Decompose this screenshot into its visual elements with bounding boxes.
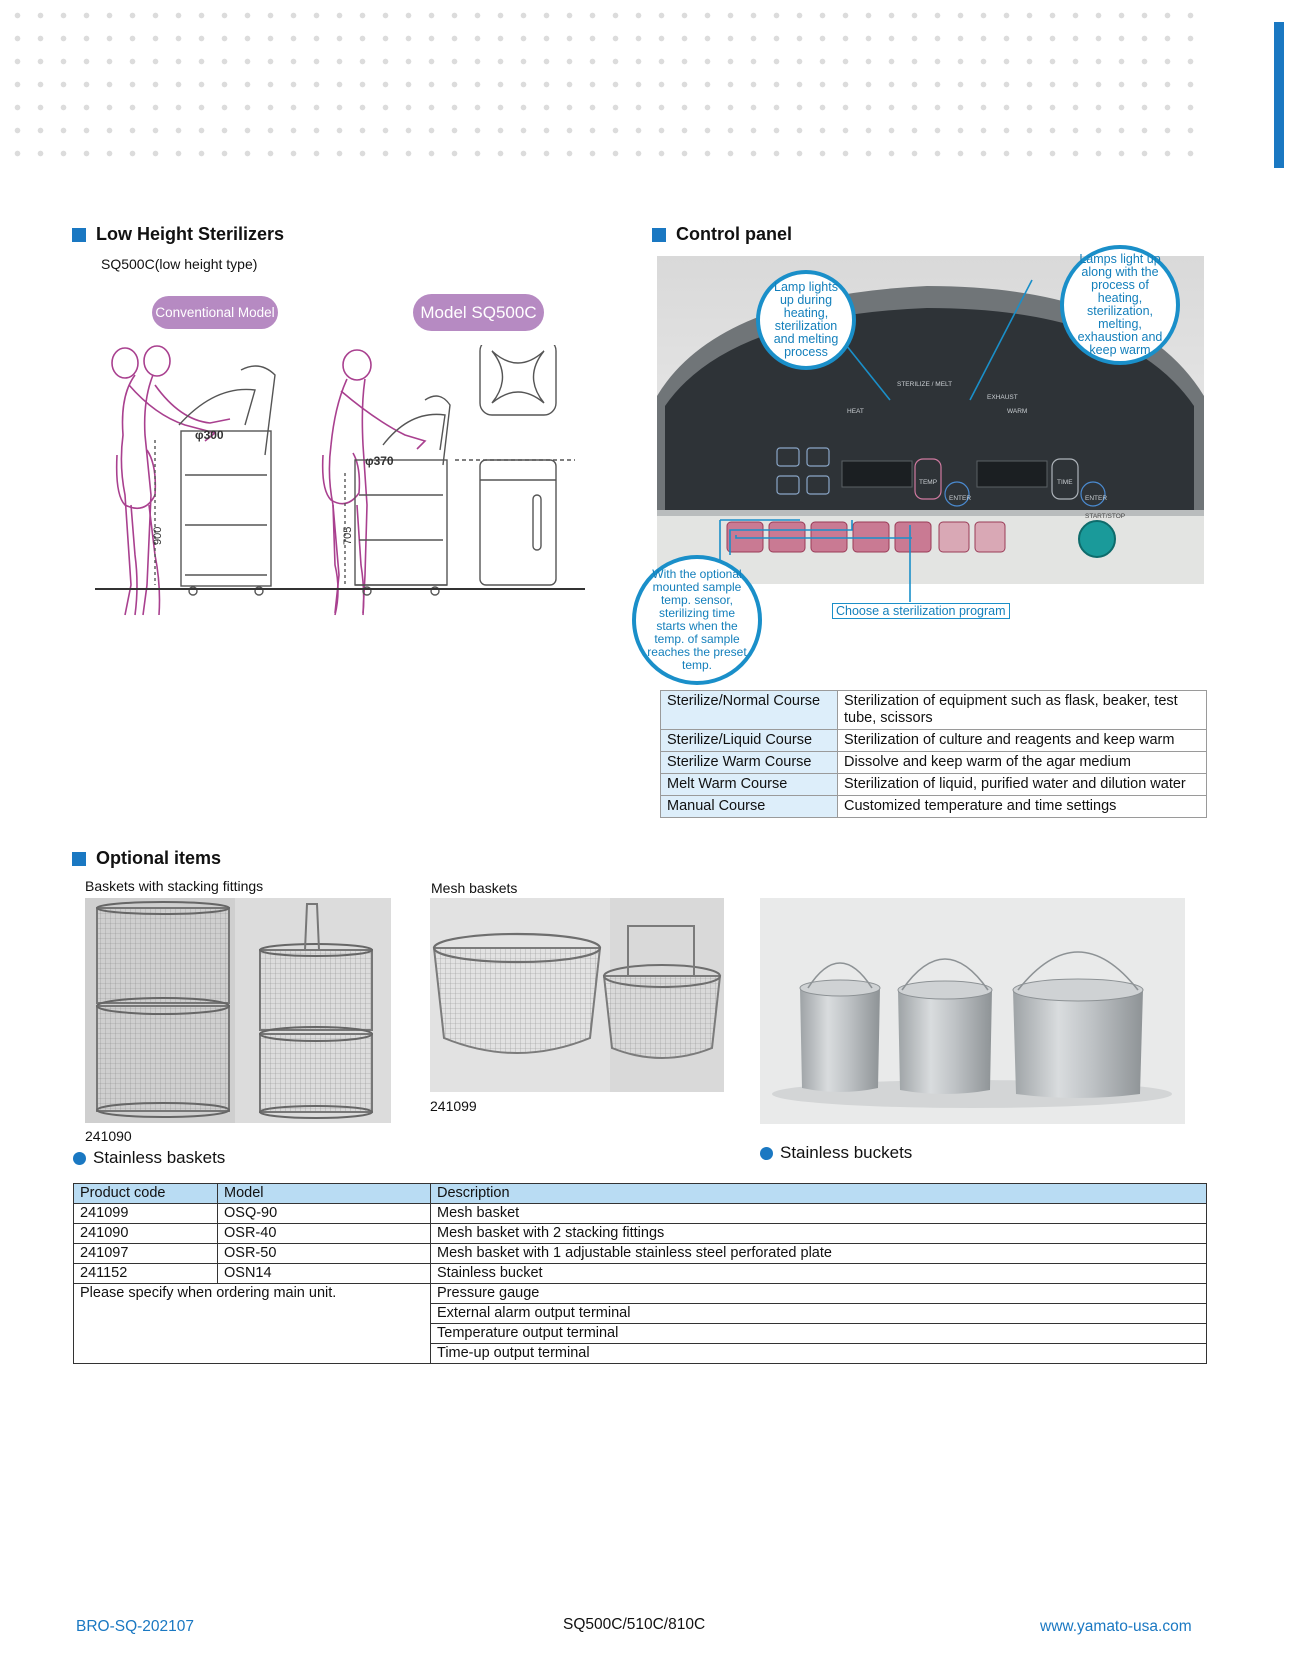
square-bullet-icon: [72, 852, 86, 866]
course-name: Manual Course: [661, 796, 838, 818]
table-header-row: [74, 1184, 1207, 1204]
footer-website-link[interactable]: www.yamato-usa.com: [1040, 1618, 1192, 1635]
section-title: Optional items: [96, 848, 222, 868]
stacking-baskets-photo: [85, 898, 391, 1123]
label-model-sq500c: Model SQ500C: [413, 294, 544, 331]
cell-desc: Mesh basket with 1 adjustable stainless steel perforated plate: [431, 1244, 1207, 1264]
code-mesh-baskets: 241099: [430, 1098, 477, 1114]
table-row: [661, 730, 1207, 752]
table-row: [74, 1204, 1207, 1224]
section-control-panel: [652, 224, 792, 245]
header-description: Description: [431, 1184, 1207, 1204]
cell-desc: Temperature output terminal: [431, 1324, 1207, 1344]
low-height-subtitle: SQ500C(low height type): [101, 256, 258, 272]
cell-model: OSR-40: [218, 1224, 431, 1244]
mesh-label: Mesh baskets: [431, 880, 518, 896]
dim-model-height: 705: [342, 526, 354, 545]
dim-model-diameter: φ370: [365, 454, 394, 468]
heading-text: Stainless buckets: [780, 1143, 913, 1162]
label-conventional-model: Conventional Model: [152, 296, 278, 329]
choose-program-label: Choose a sterilization program: [832, 603, 1010, 619]
header-model: Model: [218, 1184, 431, 1204]
dim-conventional-diameter: φ300: [195, 428, 224, 442]
table-row: [661, 752, 1207, 774]
svg-text:START/STOP: START/STOP: [1085, 513, 1126, 520]
header-product-code: Product code: [74, 1184, 218, 1204]
callout-lamp-left: Lamp lights up during heating, sterilization and melting process: [756, 270, 856, 370]
course-name: Sterilize Warm Course: [661, 752, 838, 774]
table-row: [661, 796, 1207, 818]
baskets-label: Baskets with stacking fittings: [85, 878, 264, 894]
cell-desc: Mesh basket: [431, 1204, 1207, 1224]
svg-text:TIME: TIME: [1057, 479, 1073, 486]
height-comparison-drawing: [95, 345, 625, 625]
course-name: Melt Warm Course: [661, 774, 838, 796]
header-accent-bar: [1274, 22, 1284, 168]
table-row: [661, 691, 1207, 730]
table-row: [74, 1224, 1207, 1244]
course-desc: Customized temperature and time settings: [838, 796, 1207, 818]
specify-note: Please specify when ordering main unit.: [74, 1284, 431, 1364]
callout-lamp-right: Lamps light up along with the process of heating, sterilization, melting, exhaustion and keep warm: [1060, 245, 1180, 365]
cell-desc: Mesh basket with 2 stacking fittings: [431, 1224, 1207, 1244]
cell-code: 241097: [74, 1244, 218, 1264]
svg-text:HEAT: HEAT: [847, 408, 864, 415]
section-optional-items: [72, 848, 221, 869]
code-stacking-baskets: 241090: [85, 1128, 132, 1144]
dim-conventional-height: 900: [152, 526, 164, 545]
section-title: Low Height Sterilizers: [96, 224, 285, 244]
cell-desc: External alarm output terminal: [431, 1304, 1207, 1324]
stainless-baskets-heading: [73, 1148, 225, 1168]
course-desc: Sterilization of culture and reagents and keep warm: [838, 730, 1207, 752]
section-title: Control panel: [676, 224, 792, 244]
course-desc: Sterilization of liquid, purified water and dilution water: [838, 774, 1207, 796]
svg-text:WARM: WARM: [1007, 408, 1028, 415]
cell-model: OSQ-90: [218, 1204, 431, 1224]
cell-model: OSN14: [218, 1264, 431, 1284]
stainless-buckets-photo: [760, 898, 1185, 1124]
product-table: [73, 1183, 1207, 1364]
square-bullet-icon: [652, 228, 666, 242]
table-row: [661, 774, 1207, 796]
table-row: [74, 1284, 1207, 1304]
square-bullet-icon: [72, 228, 86, 242]
table-row: [74, 1264, 1207, 1284]
heading-text: Stainless baskets: [93, 1148, 226, 1167]
header-dot-pattern: [0, 0, 1210, 162]
section-low-height: [72, 224, 284, 245]
svg-text:TEMP: TEMP: [919, 479, 938, 486]
cell-model: OSR-50: [218, 1244, 431, 1264]
course-desc: Sterilization of equipment such as flask, beaker, test tube, scissors: [838, 691, 1207, 730]
course-name: Sterilize/Liquid Course: [661, 730, 838, 752]
course-table: [660, 690, 1207, 818]
footer-doc-code: BRO-SQ-202107: [76, 1618, 195, 1635]
table-row: [74, 1244, 1207, 1264]
cell-code: 241099: [74, 1204, 218, 1224]
cell-code: 241152: [74, 1264, 218, 1284]
stainless-buckets-heading: [760, 1143, 912, 1163]
footer-model: SQ500C/510C/810C: [563, 1616, 706, 1633]
svg-text:STERILIZE / MELT: STERILIZE / MELT: [897, 381, 953, 388]
mesh-baskets-photo: [430, 898, 724, 1092]
cell-desc: Stainless bucket: [431, 1264, 1207, 1284]
svg-text:ENTER: ENTER: [949, 495, 972, 502]
course-name: Sterilize/Normal Course: [661, 691, 838, 730]
cell-desc: Time-up output terminal: [431, 1344, 1207, 1364]
callout-sample-sensor: With the optional mounted sample temp. sensor, sterilizing time starts when the temp. of sample reaches the preset temp.: [632, 555, 762, 685]
course-desc: Dissolve and keep warm of the agar medium: [838, 752, 1207, 774]
svg-text:ENTER: ENTER: [1085, 495, 1108, 502]
cell-desc: Pressure gauge: [431, 1284, 1207, 1304]
cell-code: 241090: [74, 1224, 218, 1244]
dot-bullet-icon: [73, 1152, 86, 1165]
svg-text:EXHAUST: EXHAUST: [987, 394, 1018, 401]
dot-bullet-icon: [760, 1147, 773, 1160]
